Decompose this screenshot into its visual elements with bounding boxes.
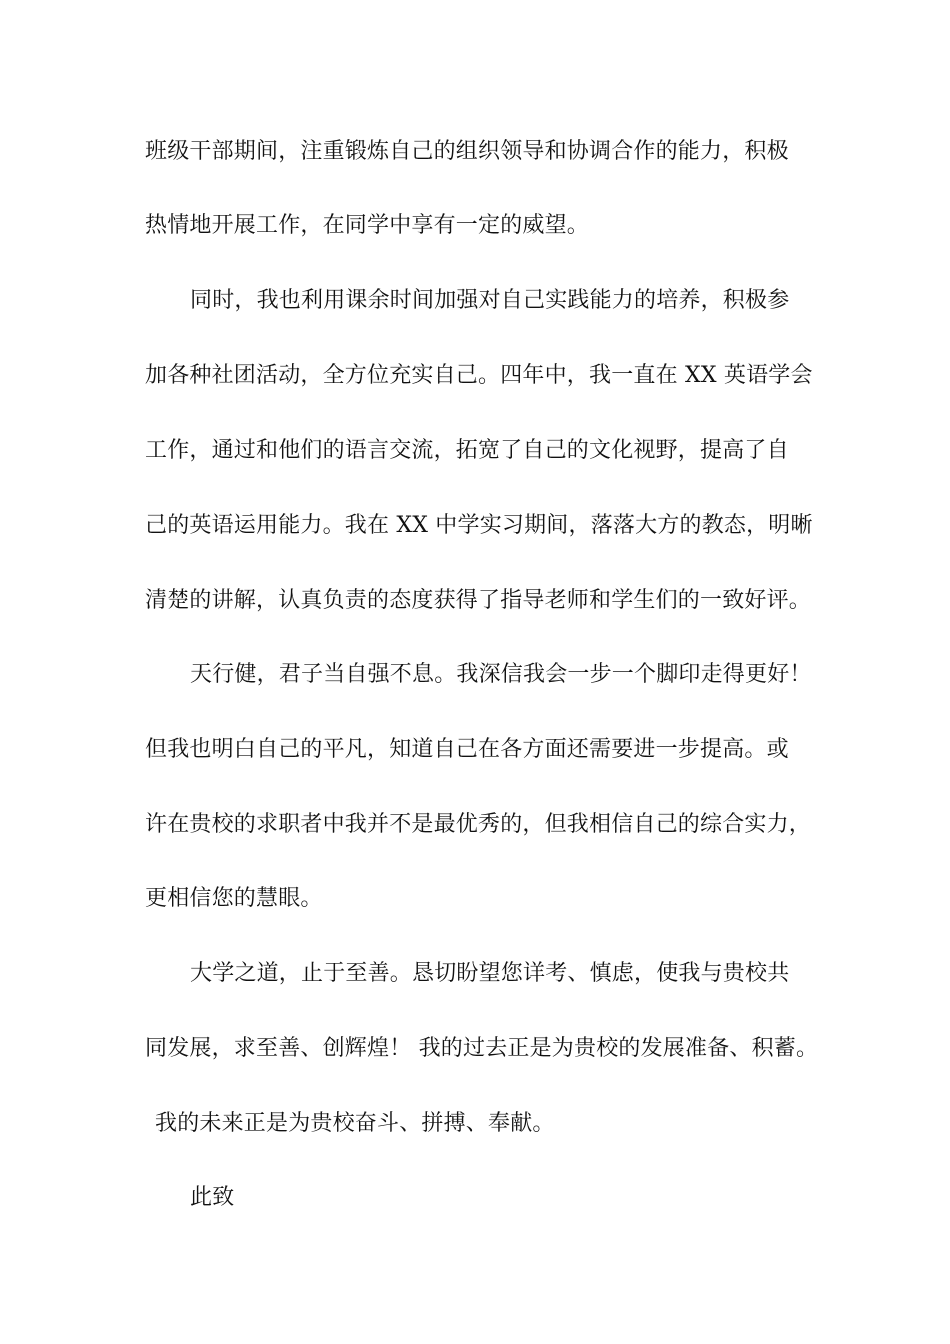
paragraph-start-line: 同时，我也利用课余时间加强对自己实践能力的培养，积极参 xyxy=(190,288,790,313)
text-line: 热情地开展工作，在同学中享有一定的威望。 xyxy=(145,213,590,238)
text-line: 班级干部期间，注重锻炼自己的组织领导和协调合作的能力，积极 xyxy=(145,139,789,164)
paragraph-start-line: 大学之道，止于至善。恳切盼望您详考、慎虑，使我与贵校共 xyxy=(190,961,790,986)
text-line: 但我也明白自己的平凡，知道自己在各方面还需要进一步提高。或 xyxy=(145,737,789,762)
text-line: 同发展，求至善、创辉煌！ 我的过去正是为贵校的发展准备、积蓄。 xyxy=(145,1036,819,1061)
text-line: 己的英语运用能力。我在 XX 中学实习期间，落落大方的教态，明晰 xyxy=(145,513,813,538)
text-line: 更相信您的慧眼。 xyxy=(145,886,323,911)
paragraph-start-line: 天行健，君子当自强不息。我深信我会一步一个脚印走得更好！ xyxy=(190,662,812,687)
text-line: 加各种社团活动，全方位充实自己。四年中，我一直在 XX 英语学会 xyxy=(145,363,813,388)
text-line: 我的未来正是为贵校奋斗、拼搏、奉献。 xyxy=(155,1111,555,1136)
text-line: 清楚的讲解，认真负责的态度获得了指导老师和学生们的一致好评。 xyxy=(145,588,812,613)
text-line: 工作，通过和他们的语言交流，拓宽了自己的文化视野，提高了自 xyxy=(145,438,789,463)
text-line: 许在贵校的求职者中我并不是最优秀的，但我相信自己的综合实力， xyxy=(145,812,812,837)
closing-salutation: 此致 xyxy=(190,1185,235,1210)
